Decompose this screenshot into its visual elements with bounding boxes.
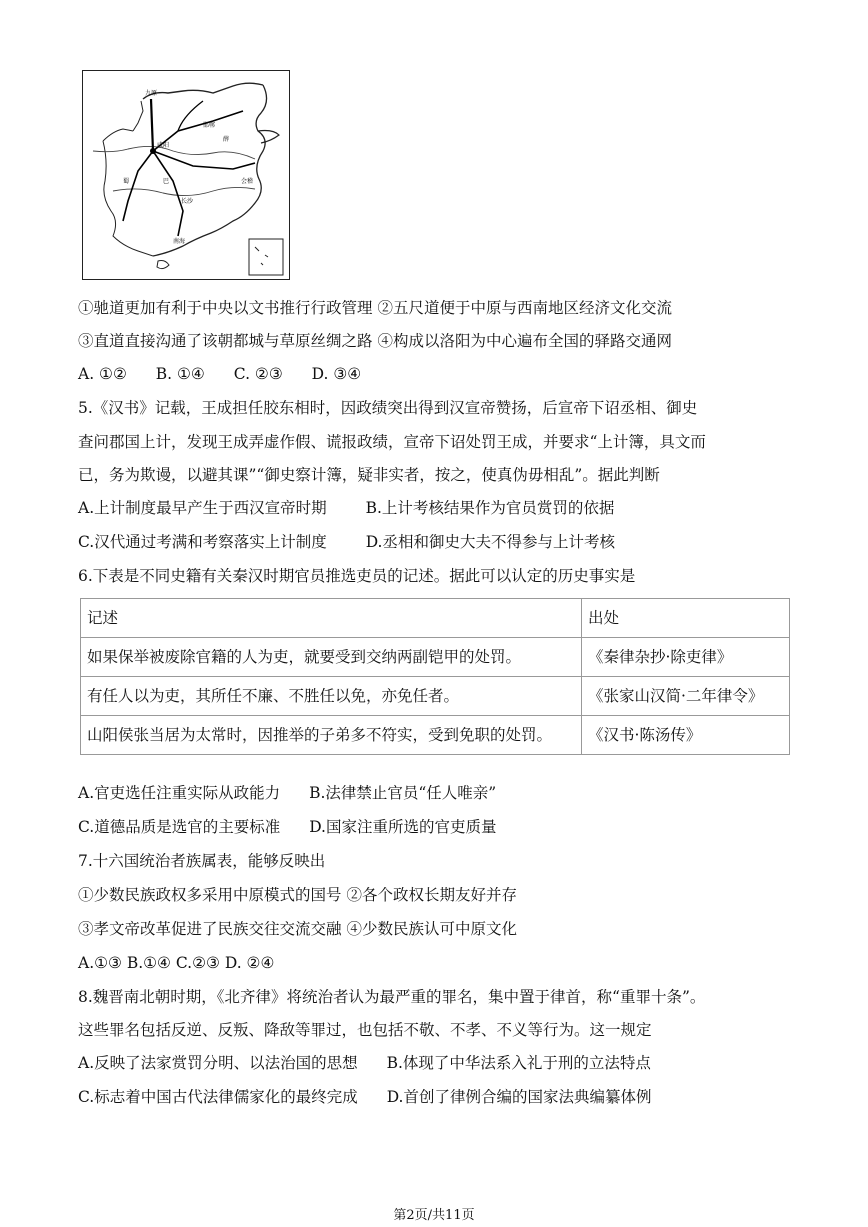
table-header-cell: 出处 [582,599,790,638]
q8-choice-d: D.首创了律例合编的国家法典编纂体例 [386,1088,652,1106]
q4-option-2: ②五尺道便于中原与西南地区经济文化交流 [377,299,672,317]
yellow-river [93,146,255,159]
q4-option-1: ①驰道更加有利于中央以文书推行行政管理 [78,299,373,317]
table-cell: 如果保举被废除官籍的人为吏，就要受到交纳两副铠甲的处罚。 [81,638,582,677]
svg-text:薛: 薛 [223,136,230,143]
table-row [81,677,790,716]
q4-options-line1 [78,297,672,319]
q6-choices-ab [78,782,496,804]
q7-choices: A.①③ B.①④ C.②③ D. ②④ [78,954,275,972]
table-header-row [81,599,790,638]
q7-option-4: ④少数民族认可中原文化 [346,920,517,938]
q4-option-3: ③直道直接沟通了该朝都城与草原丝绸之路 [78,332,373,350]
q6-choice-d: D.国家注重所选的官吏质量 [309,818,497,836]
q5-choices-ab [78,497,614,519]
q8-choice-a: A.反映了法家赏罚分明、以法治国的思想 [78,1054,358,1072]
q6-choices-cd [78,816,497,838]
table-cell: 有任人以为吏，其所任不廉、不胜任以免，亦免任者。 [81,677,582,716]
q6-choice-a: A.官吏选任注重实际从政能力 [78,784,281,802]
wuchidao-road [123,151,153,221]
q8-choice-c: C.标志着中国古代法律儒家化的最终完成 [78,1088,358,1106]
q8-choices-cd [78,1086,652,1108]
q4-choice-b: B. ①④ [155,365,205,383]
svg-text:长沙: 长沙 [181,198,194,205]
q8-choices-ab [78,1052,651,1074]
table-header-cell: 记述 [81,599,582,638]
svg-text:邯郸: 邯郸 [203,122,216,129]
q8-stem-line1: 8.魏晋南北朝时期，《北齐律》将统治者认为最严重的罪名，集中置于律首，称“重罪十条”。 [78,988,706,1006]
table-row [81,716,790,755]
q7-option-1: ①少数民族政权多采用中原模式的国号 [78,886,342,904]
q6-table [80,598,790,755]
page-number-footer: 第2页/共11页 [393,1208,475,1223]
q7-option-3: ③孝文帝改革促进了民族交往交流交融 [78,920,342,938]
q6-stem: 6.下表是不同史籍有关秦汉时期官员推选吏员的记述。据此可以认定的历史事实是 [78,567,636,585]
table-cell: 山阳侯张当居为太常时，因推举的子弟多不符实，受到免职的处罚。 [81,716,582,755]
zhidao-road [151,99,153,151]
q4-choices [78,363,361,385]
south-sea-inset [249,239,283,275]
capital-marker [150,148,156,154]
q5-stem-line3: 已，务为欺谩，以避其课”“御史察计簿，疑非实者，按之，使真伪毋相乱”。据此判断 [78,466,660,484]
svg-text:巴: 巴 [163,178,170,185]
q5-choice-b: B.上计考核结果作为官员赏罚的依据 [365,499,615,517]
q7-option-2: ②各个政权长期友好并存 [346,886,517,904]
svg-text:南海: 南海 [173,238,186,245]
svg-text:蜀: 蜀 [123,178,130,185]
table-cell: 《秦律杂抄·除吏律》 [582,638,790,677]
q4-choice-d: D. ③④ [311,365,362,383]
table-row [81,638,790,677]
q4-options-line2 [78,330,672,352]
q8-choice-b: B.体现了中华法系入礼于刑的立法特点 [386,1054,651,1072]
q5-stem-line1: 5.《汉书》记载，王成担任胶东相时，因政绩突出得到汉宣帝赞扬，后宣帝下诏丞相、御史 [78,399,698,417]
q6-choice-b: B.法律禁止官员“任人唯亲” [309,784,497,802]
q4-option-4: ④构成以洛阳为中心遍布全国的驿路交通网 [377,332,672,350]
q7-options-line1 [78,884,517,906]
q7-stem: 7.十六国统治者族属表，能够反映出 [78,852,326,870]
q8-stem-line2: 这些罪名包括反逆、反叛、降敌等罪过，也包括不敬、不孝、不义等行为。这一规定 [78,1021,652,1039]
table-cell: 《汉书·陈汤传》 [582,716,790,755]
yangtze-river [113,187,255,195]
q5-choice-a: A.上计制度最早产生于西汉宣帝时期 [78,499,327,517]
q7-options-line2 [78,918,517,940]
svg-text:会稽: 会稽 [241,178,254,185]
q5-stem-line2: 查问郡国上计，发现王成弄虚作假、谎报政绩，宣帝下诏处罚王成，并要求“上计簿，具文而 [78,433,706,451]
q4-choice-c: C. ②③ [233,365,283,383]
map-figure [82,70,290,280]
q4-choice-a: A. ①② [78,365,127,383]
q6-choice-c: C.道德品质是选官的主要标准 [78,818,281,836]
table-cell: 《张家山汉简·二年律令》 [582,677,790,716]
coastline [153,85,267,256]
q5-choices-cd [78,531,615,553]
q5-choice-d: D.丞相和御史大夫不得参与上计考核 [365,533,615,551]
great-wall-line [143,83,263,99]
svg-text:九原: 九原 [145,90,158,97]
q5-choice-c: C.汉代通过考满和考察落实上计制度 [78,533,327,551]
qin-road-map [83,71,289,279]
chidao-south [153,151,183,236]
svg-text:咸阳: 咸阳 [157,142,170,149]
